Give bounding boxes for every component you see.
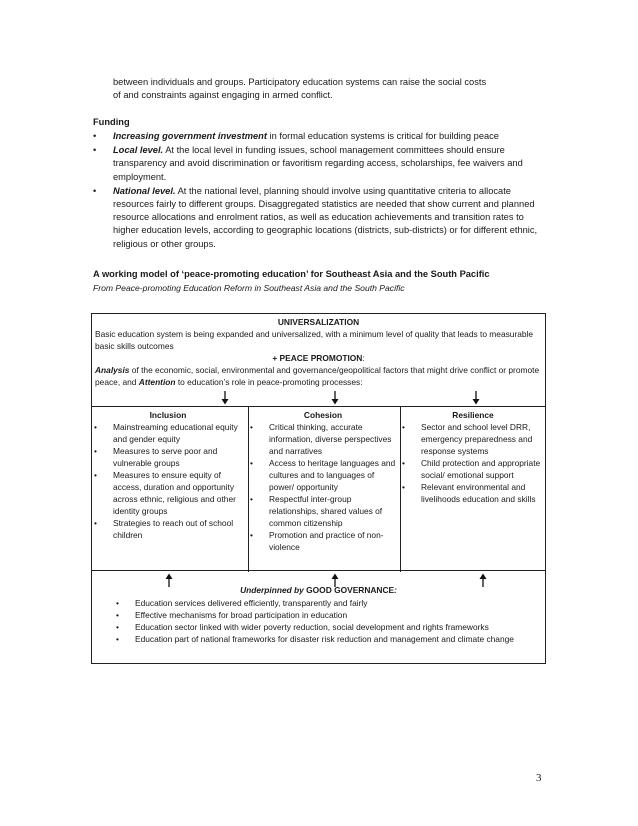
analysis-text — [95, 364, 542, 388]
list-item-text: Relevant environmental and livelihoods education and skills — [421, 482, 536, 504]
column-divider — [248, 407, 249, 572]
governance-title-prefix: Underpinned by — [240, 585, 307, 595]
governance-title-colon: : — [394, 585, 397, 595]
model-title: A working model of ‘peace-promoting education’ for Southeast Asia and the South Pacific — [93, 269, 490, 279]
list-item-text: Critical thinking, accurate information, diverse perspectives and narratives — [269, 422, 392, 456]
funding-list — [93, 130, 545, 251]
universalization-title: UNIVERSALIZATION — [277, 317, 360, 327]
bullet: • — [94, 446, 97, 456]
funding-item-text: At the national level, planning should involve using quantitative criteria to allocate resources fairly to different groups. Disaggregated statistics are needed that show current and planned resource allocations and enrolment ratios, as well as education achievements and transition rates to higher education levels, according to geographic locations (districts, sub-districts) or for different ethnic, religious or other groups. — [113, 185, 538, 249]
funding-item — [93, 144, 545, 184]
funding-item-lead: Local level. — [113, 145, 164, 156]
column-divider — [400, 407, 401, 572]
bullet: • — [250, 422, 253, 432]
peace-promotion-colon: : — [362, 353, 365, 363]
cohesion-title: Cohesion — [303, 410, 343, 420]
list-item-text: Mainstreaming educational equity and gender equity — [113, 422, 238, 444]
model-subtitle: From Peace-promoting Education Reform in Southeast Asia and the South Pacific — [93, 283, 405, 293]
bullet: • — [402, 482, 405, 492]
list-item — [116, 621, 541, 633]
continuation-line: between individuals and groups. Participatory education systems can raise the social costs — [113, 77, 487, 87]
bullet: • — [93, 131, 97, 141]
bullet: • — [94, 518, 97, 528]
attention-word: Attention — [138, 377, 176, 387]
list-item — [94, 469, 242, 517]
funding-heading: Funding — [93, 117, 130, 127]
funding-item-lead: Increasing government investment — [113, 131, 267, 141]
funding-item-text: in formal education systems is critical for building peace — [266, 131, 499, 141]
governance-title-main: GOOD GOVERNANCE — [306, 585, 395, 595]
bullet: • — [116, 622, 119, 632]
bullet: • — [116, 634, 119, 644]
list-item — [116, 609, 541, 621]
resilience-title: Resilience — [452, 410, 494, 420]
arrow-down-icon — [330, 391, 340, 405]
pillars-box — [91, 406, 546, 571]
list-item — [250, 493, 396, 529]
funding-item-text: At the local level in funding issues, school management committees should ensure transparency and avoid discrimination or favoritism regarding access, scholarships, fee waivers and employment. — [113, 145, 523, 182]
bullet: • — [250, 494, 253, 504]
list-item — [402, 457, 544, 481]
list-item — [250, 421, 396, 457]
funding-item — [93, 130, 545, 143]
attention-body: to education’s role in peace-promoting processes: — [175, 377, 363, 387]
inclusion-title: Inclusion — [149, 410, 187, 420]
list-item — [250, 529, 396, 553]
universalization-box — [91, 313, 546, 407]
list-item-text: Sector and school level DRR, emergency preparedness and response systems — [421, 422, 533, 456]
arrow-down-icon — [220, 391, 230, 405]
bullet: • — [94, 422, 97, 432]
list-item-text: Measures to serve poor and vulnerable groups — [113, 446, 218, 468]
bullet: • — [402, 458, 405, 468]
page-number: 3 — [536, 772, 542, 784]
bullet: • — [93, 145, 97, 156]
list-item — [94, 445, 242, 469]
list-item — [402, 421, 544, 457]
peace-promotion-title — [95, 352, 542, 364]
list-item-text: Promotion and practice of non-violence — [269, 530, 384, 552]
bullet: • — [250, 458, 253, 468]
bullet: • — [250, 530, 253, 540]
list-item — [402, 481, 544, 505]
peace-promotion-label: + PEACE PROMOTION — [272, 353, 363, 363]
governance-title — [92, 584, 545, 596]
list-item-text: Strategies to reach out of school children — [113, 518, 234, 540]
list-item-text: Education part of national frameworks for disaster risk reduction and management and climate change — [135, 634, 514, 644]
list-item-text: Child protection and appropriate social/ emotional support — [421, 458, 541, 480]
bullet: • — [402, 422, 405, 432]
list-item — [94, 517, 242, 541]
analysis-body: of the economic, social, environmental and governance/geopolitical factors that might drive conflict or promote peace, and — [95, 365, 540, 387]
funding-item-lead: National level. — [113, 185, 176, 196]
bullet: • — [94, 470, 97, 480]
bullet: • — [116, 610, 119, 620]
continuation-line: of and constraints against engaging in armed conflict. — [113, 90, 333, 101]
arrow-down-icon — [471, 391, 481, 405]
analysis-word: Analysis — [95, 365, 130, 375]
bullet: • — [93, 185, 97, 196]
resilience-column — [402, 409, 544, 505]
inclusion-column — [94, 409, 242, 541]
list-item — [94, 421, 242, 445]
list-item-text: Respectful inter-group relationships, shared values of common citizenship — [269, 494, 383, 528]
list-item-text: Education sector linked with wider poverty reduction, social development and rights frameworks — [135, 622, 489, 632]
list-item — [250, 457, 396, 493]
cohesion-column — [250, 409, 396, 553]
list-item-text: Access to heritage languages and cultures and to languages of power/ opportunity — [269, 458, 396, 492]
list-item-text: Effective mechanisms for broad participation in education — [135, 610, 348, 620]
list-item-text: Education services delivered efficiently, transparently and fairly — [135, 598, 368, 608]
governance-list — [116, 597, 541, 645]
list-item-text: Measures to ensure equity of access, duration and opportunity across ethnic, religious and other identity groups — [113, 470, 236, 516]
list-item — [116, 597, 541, 609]
funding-item — [93, 185, 545, 251]
governance-box — [91, 570, 546, 664]
list-item — [116, 633, 541, 645]
bullet: • — [116, 598, 119, 608]
universalization-text: Basic education system is being expanded and universalized, with a minimum level of quality that leads to measurable basic skills outcomes — [95, 329, 534, 351]
continuation-paragraph — [113, 76, 543, 102]
